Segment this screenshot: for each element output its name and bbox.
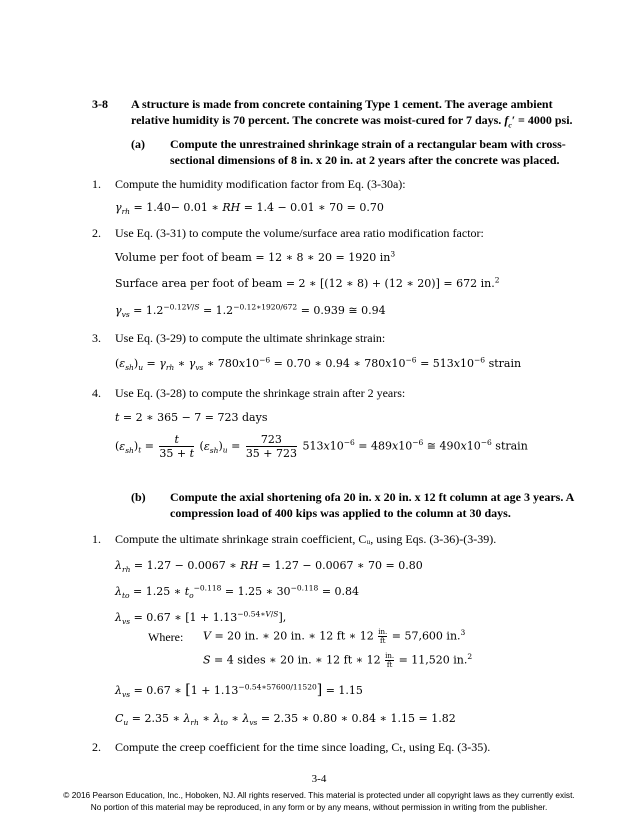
eq-surface-area: Surface area per foot of beam = 2 ∗ [(12 ∗ 8) + (12 ∗ 20)] = 672 in.$^2$ — [115, 275, 500, 290]
part-b-label: (b) — [131, 490, 146, 504]
problem-statement-line2 — [131, 113, 573, 130]
step-a1-number: 1. — [92, 177, 101, 191]
step-a2-number: 2. — [92, 226, 101, 240]
step-a4-number: 4. — [92, 386, 101, 400]
step-b2-text: Compute the creep coefficient for the time since loading, Cₜ, using Eq. (3-35). — [115, 740, 491, 754]
eq-volume: Volume per foot of beam = 12 ∗ 8 ∗ 20 = 1920 $in^3$ — [115, 249, 396, 264]
eq-gamma-vs: $\gamma_{vs} = 1.2^{-0.12V/S} = 1.2^{-0.12∗1920/672} = 0.939$ ≅ 0.94 — [115, 302, 386, 320]
part-b-line2: compression load of 400 kips was applied to the column at 30 days. — [170, 506, 511, 520]
problem-statement-line2b: = 4000 psi. — [518, 113, 573, 127]
copyright-line1: © 2016 Pearson Education, Inc., Hoboken, NJ. All rights reserved. This material is protected under all copyright laws as they currently exist. — [63, 790, 575, 800]
step-b1-number: 1. — [92, 532, 101, 546]
step-a2-text: Use Eq. (3-31) to compute the volume/surface area ratio modification factor: — [115, 226, 484, 240]
eq-lambda-vs-value: $\lambda_{vs} = 0.67$ ∗ $[1 + 1.13^{-0.54∗57600/11520}] = 1.15$ — [115, 682, 363, 700]
step-a4-text: Use Eq. (3-28) to compute the shrinkage strain after 2 years: — [115, 386, 406, 400]
step-b2-number: 2. — [92, 740, 101, 754]
step-a1-text: Compute the humidity modification factor from Eq. (3-30a): — [115, 177, 406, 191]
eq-column-volume: V = 20 in. ∗ 20 in. ∗ 12 ft ∗ 12 $\frac{in.}{ft}$ = 57,600 in.$^3$ — [203, 627, 466, 645]
problem-statement-line2a: relative humidity is 70 percent. The concrete was moist-cured for 7 days. — [131, 113, 502, 127]
eq-shrinkage-at-t: $(\varepsilon_{sh})_t$ = $\frac{t}{35 + t}$ $(\varepsilon_{sh})_u$ = $\frac{723}{35 + 723}$ $513x10^{-6} = 489x10^{-6}$ ≅ $490x10^{-6}$ strain — [115, 433, 528, 460]
eq-time: t = 2 ∗ 365 − 7 = 723 days — [115, 411, 268, 424]
page-number: 3-4 — [311, 773, 327, 785]
copyright-line2: No portion of this material may be reproduced, in any form or by any means, without permission in writing from the publisher. — [90, 802, 548, 812]
step-a3-text: Use Eq. (3-29) to compute the ultimate shrinkage strain: — [115, 331, 386, 345]
eq-lambda-rh: $\lambda_{rh} = 1.27 - 0.0067$ ∗ RH = 1.27 − 0.0067 ∗ 70 = 0.80 — [115, 559, 423, 575]
part-a-line1: Compute the unrestrained shrinkage strain of a rectangular beam with cross- — [170, 137, 566, 151]
eq-lambda-vs-formula: $\lambda_{vs} = 0.67$ ∗ $[1 + 1.13^{-0.54∗V/S}]$, — [115, 609, 287, 627]
problem-number: 3-8 — [92, 97, 108, 111]
problem-statement-line1: A structure is made from concrete containing Type 1 cement. The average ambient — [131, 97, 553, 111]
part-a-label: (a) — [131, 137, 145, 151]
step-b1-text: Compute the ultimate shrinkage strain coefficient, Cᵤ, using Eqs. (3-36)-(3-39). — [115, 532, 497, 546]
fc-symbol: $f_c'$ — [504, 113, 516, 130]
step-a3-number: 3. — [92, 331, 101, 345]
eq-cu: $C_u = 2.35$ ∗ $\lambda_{rh}$ ∗ $\lambda_{to}$ ∗ $\lambda_{vs} = 2.35$ ∗ 0.80 ∗ 0.84 ∗ 1.15 = 1.82 — [115, 712, 456, 728]
eq-ultimate-shrinkage: $(\varepsilon_{sh})_u = \gamma_{rh}$ ∗ $\gamma_{vs}$ ∗ $780x10^{-6} = 0.70$ ∗ 0.94 ∗ $780x10^{-6} = 513x10^{-6}$ strain — [115, 355, 522, 373]
eq-gamma-rh: $\gamma_{rh} = 1.40- 0.01$ ∗ RH = 1.4 − 0.01 ∗ 70 = 0.70 — [115, 201, 384, 217]
part-a-line2: sectional dimensions of 8 in. x 20 in. at 2 years after the concrete was placed. — [170, 153, 560, 167]
part-b-line1: Compute the axial shortening ofa 20 in. x 20 in. x 12 ft column at age 3 years. A — [170, 490, 575, 504]
eq-lambda-to: $\lambda_{to} = 1.25$ ∗ $t_o^{-0.118} = 1.25$ ∗ $30^{-0.118} = 0.84$ — [115, 583, 360, 601]
eq-column-surface: S = 4 sides ∗ 20 in. ∗ 12 ft ∗ 12 $\frac{in.}{ft}$ = 11,520 in.$^2$ — [203, 651, 473, 669]
where-label: Where: — [148, 630, 184, 644]
